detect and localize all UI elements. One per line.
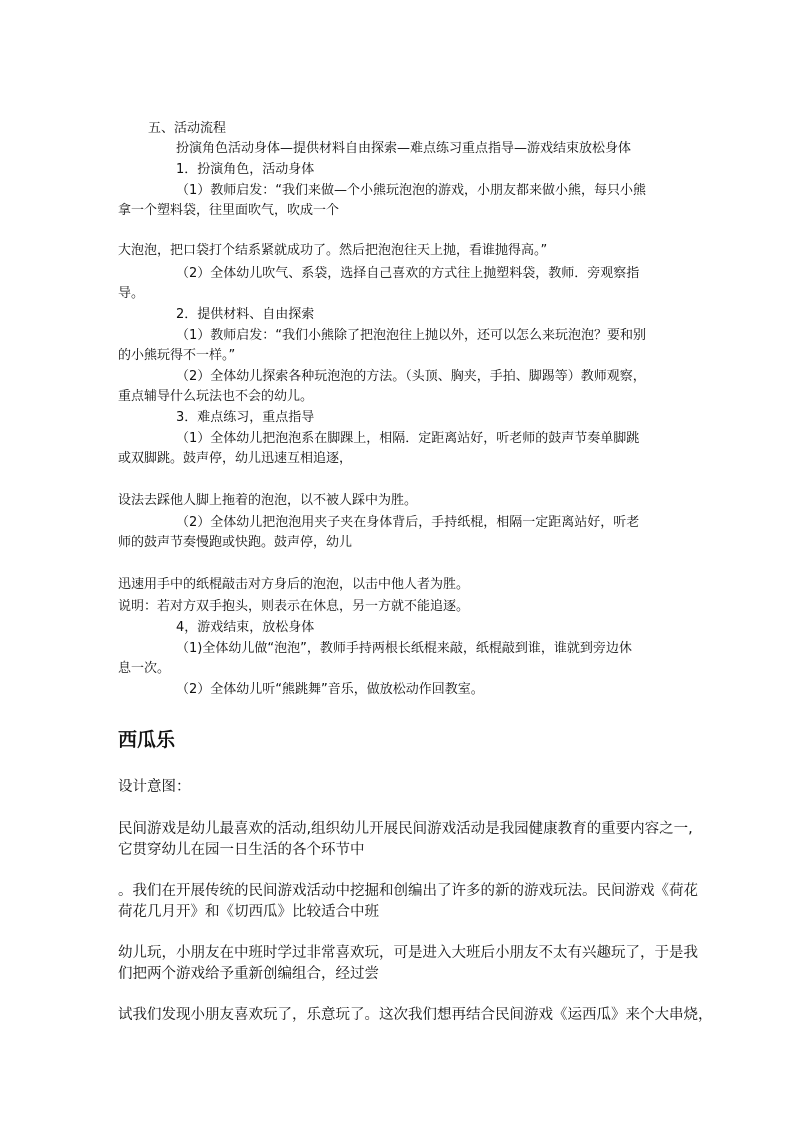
paragraph-line: （2）全体幼儿听“熊跳舞”音乐，做放松动作回教室。 (176, 682, 484, 697)
paragraph-line: 试我们发现小朋友喜欢玩了，乐意玩了。这次我们想再结合民间游戏《运西瓜》来个大串烧， (118, 1007, 713, 1023)
paragraph-line: （1)全体幼儿做“泡泡”，教师手持两根长纸棍来敲，纸棍敲到谁，谁就到旁边休 (176, 641, 632, 656)
note-line: 说明：若对方双手抱头，则表示在休息，另一方就不能追逐。 (118, 599, 470, 614)
paragraph-line: （1）教师启发：“我们小熊除了把泡泡往上抛以外，还可以怎么来玩泡泡？要和别 (176, 328, 647, 343)
paragraph-line: 大泡泡，把口袋打个结系紧就成功了。然后把泡泡往天上抛，看谁抛得高。” (118, 243, 548, 258)
step-title: 3．难点练习，重点指导 (176, 410, 315, 425)
paragraph-line: 拿一个塑料袋，往里面吹气，吹成一个 (118, 203, 340, 218)
paragraph-line: 。我们在开展传统的民间游戏活动中挖掘和创编出了许多的新的游戏玩法。民间游戏《荷花 (118, 883, 698, 899)
paragraph-line: （2）全体幼儿把泡泡用夹子夹在身体背后，手持纸棍，相隔一定距离站好，听老 (176, 515, 640, 530)
paragraph-line: 息一次。 (118, 661, 171, 676)
flow-summary: 扮演角色活动身体—提供材料自由探索—难点练习重点指导—游戏结束放松身体 (176, 141, 632, 156)
paragraph-line: 重点辅导什么玩法也不会的幼儿。 (118, 389, 314, 404)
paragraph-line: 导。 (118, 286, 145, 301)
paragraph-line: 或双脚跳。鼓声停，幼儿迅速互相追逐， (118, 451, 353, 466)
paragraph-line: 设法去踩他人脚上拖着的泡泡，以不被人踩中为胜。 (118, 493, 418, 508)
step-title: 1．扮演角色，活动身体 (176, 162, 315, 177)
intent-label: 设计意图： (118, 779, 191, 795)
paragraph-line: （2）全体幼儿吹气、系袋，选择自己喜欢的方式往上抛塑料袋，教师．旁观察指 (176, 266, 640, 281)
paragraph-line: 的小熊玩得不一样。” (118, 348, 236, 363)
paragraph-line: （2）全体幼儿探索各种玩泡泡的方法。（头顶、胸夹，手拍、脚踢等）教师观察， (176, 369, 646, 384)
paragraph-line: 荷花几月开》和《切西瓜》比较适合中班 (118, 904, 379, 920)
section-heading: 五、活动流程 (148, 121, 227, 136)
paragraph-line: 迅速用手中的纸棍敲击对方身后的泡泡，以击中他人者为胜。 (118, 577, 470, 592)
step-title: 4，游戏结束，放松身体 (176, 620, 315, 635)
paragraph-line: 们把两个游戏给予重新创编组合，经过尝 (118, 966, 379, 982)
paragraph-line: 幼儿玩，小朋友在中班时学过非常喜欢玩，可是进入大班后小朋友不太有兴趣玩了，于是我 (118, 945, 698, 961)
paragraph-line: （1）教师启发：“我们来做—个小熊玩泡泡的游戏，小朋友都来做小熊，每只小熊 (176, 183, 647, 198)
paragraph-line: 民间游戏是幼儿最喜欢的活动,组织幼儿开展民间游戏活动是我园健康教育的重要内容之一, (118, 821, 693, 837)
step-title: 2．提供材料、自由探索 (176, 307, 315, 322)
paragraph-line: （1）全体幼儿把泡泡系在脚踝上，相隔．定距离站好，听老师的鼓声节奏单脚跳 (176, 431, 640, 446)
section-title: 西瓜乐 (118, 729, 176, 751)
paragraph-line: 它贯穿幼儿在园一日生活的各个环节中 (118, 842, 365, 858)
paragraph-line: 师的鼓声节奏慢跑或快跑。鼓声停，幼儿 (118, 535, 353, 550)
